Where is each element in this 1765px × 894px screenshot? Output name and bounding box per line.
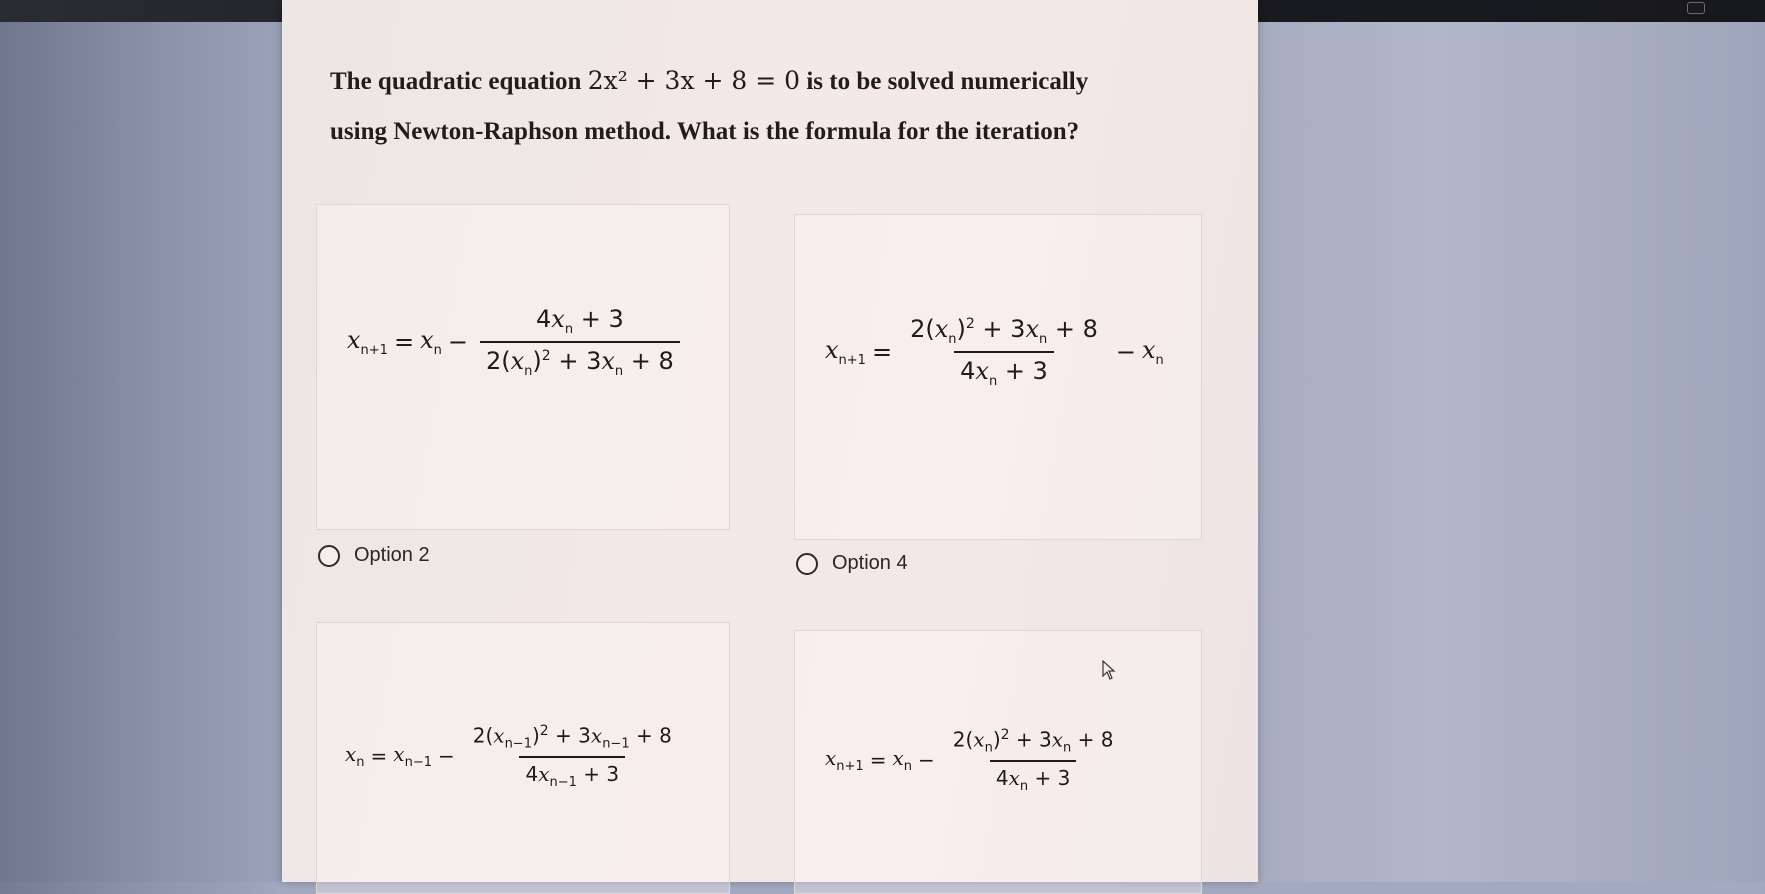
option-bottom-right-card[interactable] [794,630,1202,894]
question-line-1 [330,56,1210,107]
mouse-pointer-icon [1102,660,1116,680]
option-4-card[interactable] [794,214,1202,540]
quiz-card [282,0,1258,882]
option-bottom-left-card[interactable] [316,622,730,894]
question-continuation: is to be solved numerically [806,68,1089,95]
option-4-radio-row[interactable] [796,552,908,575]
option-bottom-left-formula: $x_n$ = $x_{n-1}$ − $\frac{2(x_{n-1})^2 + 3x_{n-1} + 8}{4x_{n-1} + 3}$ [345,723,672,790]
option-2-radio-icon[interactable] [318,545,340,567]
window-control-icon[interactable] [1687,2,1705,14]
option-2-label[interactable]: Option 2 [354,544,430,566]
question-intro: The quadratic equation [330,68,582,95]
option-2-radio-row[interactable] [318,544,430,567]
option-2-formula: $x_{n+1}$ = $x_n$ − $\frac{4x_n + 3}{2(x_n)^2 + 3x_n + 8}$ [347,305,686,379]
option-2-card[interactable] [316,204,730,530]
option-4-label[interactable]: Option 4 [832,552,908,574]
option-bottom-right-formula: $x_{n+1}$ = $x_n$ − $\frac{2(x_n)^2 + 3x_n + 8}{4x_n + 3}$ [825,727,1114,794]
question-line-2: using Newton-Raphson method. What is the formula for the iteration? [330,118,1080,145]
left-backdrop [0,22,282,882]
right-backdrop [1258,22,1765,882]
question-text [330,56,1210,157]
question-equation: 2x² + 3x + 8 = 0 [587,66,801,95]
option-4-radio-icon[interactable] [796,553,818,575]
option-4-formula: $x_{n+1}$ = $\frac{2(x_n)^2 + 3x_n + 8}{4x_n + 3}$ − $x_n$ [825,315,1164,389]
